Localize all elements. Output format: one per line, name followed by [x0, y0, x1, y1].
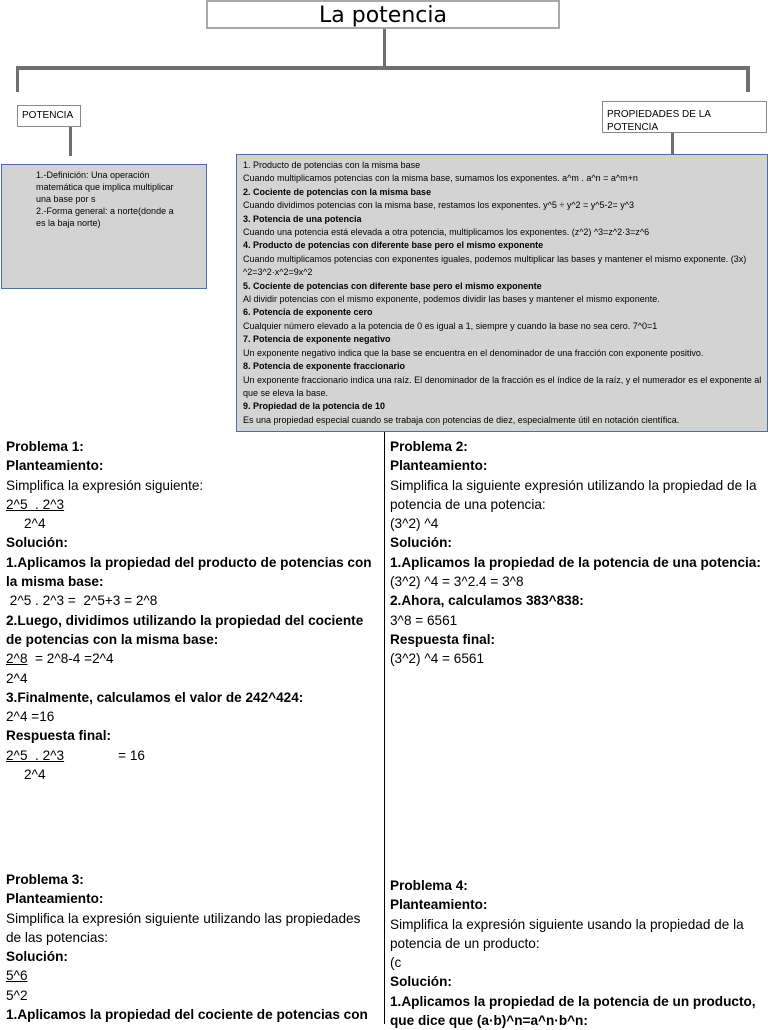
connector-line: [671, 133, 674, 154]
final-result: = 16: [118, 747, 145, 763]
property-text: Cuando multiplicamos potencias con la misma base, sumamos los exponentes. a^m . a^n = a^m+n: [243, 173, 638, 184]
step: 1.Aplicamos la propiedad de la potencia de un producto, que dice que (a·b)^n=a^n·b^n:: [390, 993, 756, 1029]
column-divider: [384, 432, 385, 1024]
definition-line: es la baja norte): [36, 218, 101, 228]
solucion-label: Solución:: [6, 949, 68, 965]
property-title: 2. Cociente de potencias con la misma base: [243, 186, 432, 197]
step: 1.Aplicamos la propiedad del cociente de potencias con: [6, 1007, 368, 1023]
expression: (c: [390, 955, 402, 971]
property-text: Al dividir potencias con el mismo exponente, podemos dividir las bases y mantener el mismo exponente.: [243, 294, 660, 305]
potencia-label: POTENCIA: [17, 105, 81, 127]
step-calc: [6, 649, 378, 668]
property-text: Cuando multiplicamos potencias con exponentes iguales, podemos multiplicar las bases y mantener el mismo exponente. (3x) ^2=3^2·x^2=9x^2: [243, 253, 747, 278]
property-text: Un exponente negativo indica que la base se encuentra en el denominador de una fracción con exponente positivo.: [243, 347, 704, 358]
fraction-numerator: 2^5 . 2^3: [6, 747, 65, 763]
step-calc-rest: = 2^8-4 =2^4: [27, 651, 114, 667]
final-answer-label: Respuesta final:: [6, 728, 111, 744]
statement: Simplifica la expresión siguiente utilizando las propiedades de las potencias:: [6, 910, 361, 945]
fraction-denominator: 5^2: [6, 987, 28, 1003]
fraction-numerator: 2^8: [6, 651, 28, 667]
solucion-label: Solución:: [390, 535, 452, 551]
connector-line: [746, 66, 750, 92]
property-text: Es una propiedad especial cuando se trabaja con potencias de diez, especialmente útil en notación científica.: [243, 414, 680, 425]
property-title: 4. Producto de potencias con diferente base pero el mismo exponente: [243, 240, 544, 251]
fraction-denominator: 2^4: [24, 767, 46, 783]
step: 3.Finalmente, calculamos el valor de 242^424:: [6, 689, 304, 705]
property-text: Cuando dividimos potencias con la misma base, restamos los exponentes. y^5 ÷ y^2 = y^5-2= y^3: [243, 200, 635, 211]
step-calc: 3^8 = 6561: [390, 612, 458, 628]
property-title: 1. Producto de potencias con la misma base: [243, 160, 421, 170]
connector-line: [16, 66, 19, 92]
property-title: 9. Propiedad de la potencia de 10: [243, 401, 386, 412]
statement: Simplifica la expresión siguiente:: [6, 477, 204, 493]
definition-line: una base por s: [36, 194, 96, 204]
step-calc: 2^4 =16: [6, 709, 55, 725]
planteamiento-label: Planteamiento:: [390, 458, 488, 474]
fraction-numerator: 5^6: [6, 968, 28, 984]
page-title: La potencia: [206, 0, 560, 29]
step: 1.Aplicamos la propiedad de la potencia de una potencia:: [390, 554, 761, 570]
property-title: 8. Potencia de exponente fraccionario: [243, 361, 406, 372]
final-answer: [6, 746, 378, 765]
expression: (3^2) ^4: [390, 516, 439, 532]
problem-heading: Problema 2:: [390, 439, 468, 454]
property-title: 5. Cociente de potencias con diferente base pero el mismo exponente: [243, 280, 542, 291]
problem-3: [6, 870, 378, 1024]
connector-line: [383, 29, 386, 67]
definition-line: 2.-Forma general: a norte(donde a: [36, 206, 174, 216]
problem-heading: Problema 3:: [6, 872, 84, 887]
planteamiento-label: Planteamiento:: [390, 897, 488, 913]
statement: Simplifica la siguiente expresión utilizando la propiedad de la potencia de una potencia:: [390, 477, 757, 512]
step: 2.Luego, dividimos utilizando la propiedad del cociente de potencias con la misma base:: [6, 612, 364, 647]
statement: Simplifica la expresión siguiente usando la propiedad de la potencia de un producto:: [390, 916, 744, 951]
property-title: 6. Potencia de exponente cero: [243, 307, 373, 318]
solucion-label: Solución:: [390, 974, 452, 990]
property-text: Cualquier número elevado a la potencia de 0 es igual a 1, siempre y cuando la base no sea cero. 7^0=1: [243, 320, 658, 331]
fraction-denominator: 2^4: [24, 516, 46, 532]
definition-line: matemática que implica multiplicar: [36, 182, 174, 192]
fraction-numerator: 2^5 . 2^3: [6, 496, 65, 512]
planteamiento-label: Planteamiento:: [6, 458, 104, 474]
definition-line: 1.-Definición: Una operación: [36, 170, 150, 180]
property-text: Cuando una potencia está elevada a otra potencia, multiplicamos los exponentes. (z^2) ^3=z^2·3=z^6: [243, 227, 650, 238]
connector-line: [16, 66, 750, 70]
step-calc: 2^5 . 2^3 = 2^5+3 = 2^8: [6, 593, 158, 609]
step: 2.Ahora, calculamos 383^838:: [390, 593, 584, 609]
fraction-denominator: 2^4: [6, 670, 28, 686]
step: 1.Aplicamos la propiedad del producto de potencias con la misma base:: [6, 554, 372, 590]
final-answer: (3^2) ^4 = 6561: [390, 651, 485, 667]
property-text: Un exponente fraccionario indica una raíz. El denominador de la fracción es el índice de la raíz, y el numerador es el exponente al que se eleva la base.: [243, 374, 762, 398]
propiedades-label: PROPIEDADES DE LA POTENCIA: [602, 101, 767, 133]
final-answer-label: Respuesta final:: [390, 631, 495, 647]
problem-heading: Problema 4:: [390, 878, 468, 893]
connector-line: [69, 126, 72, 156]
property-title: 3. Potencia de una potencia: [243, 213, 362, 224]
properties-box: [236, 154, 768, 432]
problem-heading: Problema 1:: [6, 439, 84, 454]
definition-box: [1, 164, 207, 289]
property-title: 7. Potencia de exponente negativo: [243, 334, 391, 345]
step-calc: (3^2) ^4 = 3^2.4 = 3^8: [390, 574, 524, 590]
solucion-label: Solución:: [6, 535, 68, 551]
problem-2: [390, 437, 762, 669]
planteamiento-label: Planteamiento:: [6, 891, 104, 907]
problem-1: [6, 437, 378, 784]
problem-4: [390, 876, 762, 1030]
